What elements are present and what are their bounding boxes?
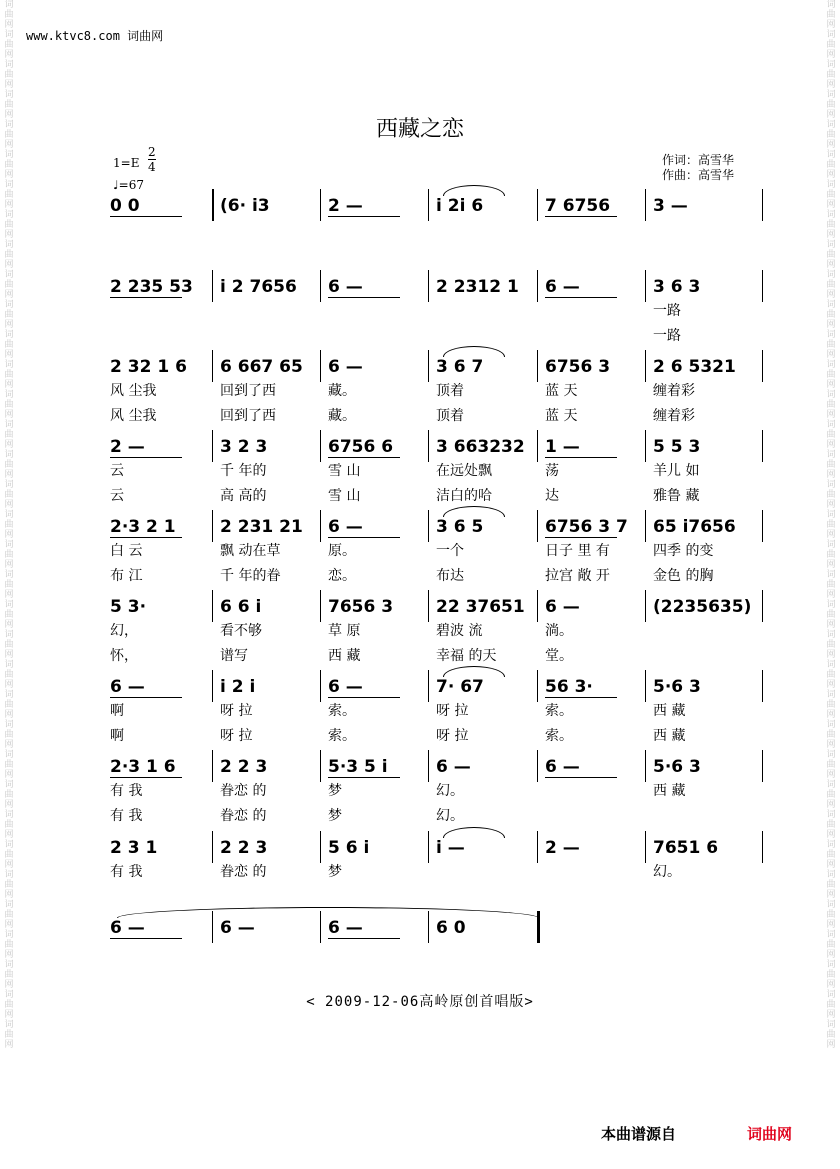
rhythm-underline [328, 297, 400, 300]
bar-line [428, 350, 429, 382]
slur [443, 666, 505, 677]
lyric-text: 幻。 [653, 864, 681, 880]
measure-notes: 0 0 [110, 196, 140, 216]
lyric-text: 碧波 流 [436, 623, 483, 639]
bar-line [762, 189, 763, 221]
lyric-text: 风 尘我 [110, 383, 157, 399]
lyric-text: 幻。 [436, 808, 464, 824]
measure-notes: i 2i 6 [436, 196, 484, 216]
measure-notes: 2 231 21 [220, 517, 303, 537]
lyric-text: 草 原 [328, 623, 361, 639]
bar-line [762, 750, 763, 782]
bar-line [320, 590, 321, 622]
lyric-text: 谱写 [220, 648, 248, 664]
rhythm-underline [545, 777, 617, 780]
bar-line [537, 350, 538, 382]
lyric-text: 索。 [328, 703, 356, 719]
lyric-text: 索。 [545, 703, 573, 719]
rhythm-underline [110, 938, 182, 941]
bar-line [212, 590, 213, 622]
lyric-text: 索。 [545, 728, 573, 744]
watermark-right: 词曲网词曲网词曲网词曲网词曲网词曲网词曲网词曲网词曲网词曲网词曲网词曲网词曲网词曲网词曲网词曲网词曲网词曲网词曲网词曲网词曲网词曲网词曲网词曲网词曲网词曲网词曲网词曲网词曲网词曲网词曲网词曲网词曲网词曲网词曲网 [826, 0, 836, 1050]
measure-notes: 7651 6 [653, 838, 719, 858]
bar-line [320, 430, 321, 462]
lyric-text: 幻。 [436, 783, 464, 799]
bar-line [212, 670, 213, 702]
rhythm-underline [545, 216, 617, 219]
measure-notes: 2·3 2 1 [110, 517, 176, 537]
measure-notes: 6 0 [436, 918, 466, 938]
bar-line [428, 750, 429, 782]
bar-line [537, 270, 538, 302]
bar-line [537, 590, 538, 622]
lyric-text: 幸福 的天 [436, 648, 497, 664]
lyric-text: 千 年的 [220, 463, 267, 479]
time-top: 2 [148, 145, 156, 159]
measure-notes: 6756 3 [545, 357, 611, 377]
lyric-text: 在远处飘 [436, 463, 492, 479]
lyric-text: 金色 的胸 [653, 568, 714, 584]
rhythm-underline [110, 777, 182, 780]
source-label: 本曲谱源自 [601, 1125, 677, 1143]
lyric-text: 啊 [110, 703, 124, 719]
lyric-text: 回到了西 [220, 383, 276, 399]
bar-line [645, 670, 646, 702]
lyricist: 作词：高雪华 [662, 153, 735, 167]
lyric-text: 布达 [436, 568, 464, 584]
measure-notes: 2 3 1 [110, 838, 158, 858]
lyric-text: 怀， [110, 648, 138, 664]
lyric-text: 布 江 [110, 568, 143, 584]
rhythm-underline [328, 216, 400, 219]
lyric-text: 羊儿 如 [653, 463, 700, 479]
lyric-text: 藏。 [328, 383, 356, 399]
lyric-text: 索。 [328, 728, 356, 744]
lyric-text: 恋。 [328, 568, 356, 584]
lyric-text: 缠着彩 [653, 408, 695, 424]
bar-line [212, 270, 213, 302]
lyric-text: 白 云 [110, 543, 143, 559]
measure-notes: 6 — [328, 517, 363, 537]
measure-notes: 5·3 5 i [328, 757, 388, 777]
site-url: www.ktvc8.com 词曲网 [26, 29, 164, 43]
bar-line [212, 430, 213, 462]
measure-notes: 6 — [110, 677, 145, 697]
measure-notes: i 2 7656 [220, 277, 297, 297]
bar-line [645, 831, 646, 863]
lyric-text: 一个 [436, 543, 464, 559]
lyric-text: 云 [110, 488, 124, 504]
bar-line [428, 831, 429, 863]
bar-line [762, 510, 763, 542]
lyric-text: 回到了西 [220, 408, 276, 424]
bar-line [320, 750, 321, 782]
measure-notes: 7· 67 [436, 677, 484, 697]
rhythm-underline [110, 297, 182, 300]
bar-line [645, 350, 646, 382]
bar-line [645, 189, 646, 221]
slur [443, 506, 505, 517]
bar-line [212, 189, 214, 221]
measure-notes: (2235635) [653, 597, 752, 617]
lyric-text: 顶着 [436, 383, 464, 399]
lyric-text: 呀 拉 [220, 728, 253, 744]
lyric-text: 雪 山 [328, 463, 361, 479]
rhythm-underline [328, 938, 400, 941]
rhythm-underline [545, 537, 617, 540]
bar-line [320, 189, 321, 221]
bar-line [428, 430, 429, 462]
lyric-text: 有 我 [110, 783, 143, 799]
measure-notes: 2 2 3 [220, 757, 268, 777]
lyric-text: 西 藏 [653, 728, 686, 744]
measure-notes: 5·6 3 [653, 757, 701, 777]
lyric-text: 云 [110, 463, 124, 479]
rhythm-underline [110, 457, 182, 460]
measure-notes: 6 — [328, 277, 363, 297]
lyric-text: 雪 山 [328, 488, 361, 504]
source-site: 词曲网 [747, 1125, 793, 1143]
bar-line [428, 189, 429, 221]
bar-line [537, 670, 538, 702]
measure-notes: 2 — [545, 838, 580, 858]
lyric-text: 原。 [328, 543, 356, 559]
measure-notes: 6 — [110, 918, 145, 938]
lyric-text: 缠着彩 [653, 383, 695, 399]
measure-notes: 6 — [328, 357, 363, 377]
slur [443, 827, 505, 838]
measure-notes: 6 — [545, 757, 580, 777]
lyric-text: 啊 [110, 728, 124, 744]
lyric-text: 呀 拉 [436, 703, 469, 719]
measure-notes: 3 663232 [436, 437, 525, 457]
key-signature: 1=E [113, 156, 140, 170]
rhythm-underline [328, 537, 400, 540]
measure-notes: 6 6 i [220, 597, 262, 617]
lyric-text: 高 高的 [220, 488, 267, 504]
bar-line [645, 430, 646, 462]
time-bottom: 4 [148, 160, 156, 174]
lyric-text: 西 藏 [653, 703, 686, 719]
bar-line [320, 510, 321, 542]
bar-line [428, 590, 429, 622]
measure-notes: 3 6 5 [436, 517, 484, 537]
lyric-text: 有 我 [110, 808, 143, 824]
lyric-text: 呀 拉 [436, 728, 469, 744]
measure-notes: 6756 6 [328, 437, 394, 457]
bar-line [537, 750, 538, 782]
lyric-text: 藏。 [328, 408, 356, 424]
rhythm-underline [110, 537, 182, 540]
lyric-text: 有 我 [110, 864, 143, 880]
measure-notes: 6756 3 7 [545, 517, 628, 537]
rhythm-underline [110, 697, 182, 700]
time-signature [148, 145, 156, 174]
tempo-mark: ♩=67 [113, 178, 144, 192]
bar-line [320, 270, 321, 302]
measure-notes: 65 i7656 [653, 517, 736, 537]
measure-notes: 3 — [653, 196, 688, 216]
measure-notes: 22 37651 [436, 597, 525, 617]
measure-notes: 6 — [545, 597, 580, 617]
measure-notes: 3 6 7 [436, 357, 484, 377]
lyric-text: 荡 [545, 463, 559, 479]
measure-notes: 5·6 3 [653, 677, 701, 697]
lyric-text: 拉宫 敞 开 [545, 568, 610, 584]
measure-notes: 2 6 5321 [653, 357, 736, 377]
bar-line [762, 831, 763, 863]
rhythm-underline [545, 457, 617, 460]
measure-notes: i — [436, 838, 465, 858]
lyric-text: 看不够 [220, 623, 262, 639]
bar-line [320, 350, 321, 382]
lyric-text: 飘 动在草 [220, 543, 281, 559]
measure-notes: 7 6756 [545, 196, 611, 216]
lyric-text: 顶着 [436, 408, 464, 424]
measure-notes: i 2 i [220, 677, 256, 697]
edition-note: < 2009-12-06高岭原创首唱版> [306, 994, 534, 1010]
bar-line [762, 430, 763, 462]
lyric-text: 蓝 天 [545, 408, 578, 424]
measure-notes: 3 6 3 [653, 277, 701, 297]
bar-line [428, 510, 429, 542]
bar-line [762, 270, 763, 302]
bar-line [537, 831, 538, 863]
bar-line [645, 270, 646, 302]
lyric-text: 梦 [328, 864, 342, 880]
lyric-text: 蓝 天 [545, 383, 578, 399]
bar-line [762, 590, 763, 622]
song-title: 西藏之恋 [375, 117, 464, 142]
lyric-text: 西 藏 [653, 783, 686, 799]
lyric-text: 达 [545, 488, 559, 504]
rhythm-underline [328, 777, 400, 780]
rhythm-underline [545, 297, 617, 300]
lyric-text: 梦 [328, 808, 342, 824]
measure-notes: 3 2 3 [220, 437, 268, 457]
slur [443, 346, 505, 357]
lyric-text: 西 藏 [328, 648, 361, 664]
measure-notes: 2 2312 1 [436, 277, 519, 297]
measure-notes: 2 32 1 6 [110, 357, 187, 377]
measure-notes: 1 — [545, 437, 580, 457]
bar-line [428, 670, 429, 702]
measure-notes: 6 — [220, 918, 255, 938]
measure-notes: 6 — [328, 918, 363, 938]
bar-line [645, 750, 646, 782]
measure-notes: 6 — [328, 677, 363, 697]
lyric-text: 一路 [653, 303, 681, 319]
bar-line [212, 350, 213, 382]
bar-line [537, 189, 538, 221]
measure-notes: 2 — [110, 437, 145, 457]
measure-notes: 2 235 53 [110, 277, 193, 297]
measure-notes: (6· i3 [220, 196, 270, 216]
measure-notes: 2 2 3 [220, 838, 268, 858]
lyric-text: 梦 [328, 783, 342, 799]
rhythm-underline [328, 457, 400, 460]
lyric-text: 千 年的眷 [220, 568, 281, 584]
rhythm-underline [328, 697, 400, 700]
lyric-text: 幻， [110, 623, 138, 639]
lyric-text: 淌。 [545, 623, 573, 639]
bar-line [320, 831, 321, 863]
bar-line [212, 750, 213, 782]
bar-line [537, 430, 538, 462]
credits [662, 153, 734, 183]
measure-notes: 7656 3 [328, 597, 394, 617]
measure-notes: 5 6 i [328, 838, 370, 858]
watermark-left: 词曲网词曲网词曲网词曲网词曲网词曲网词曲网词曲网词曲网词曲网词曲网词曲网词曲网词曲网词曲网词曲网词曲网词曲网词曲网词曲网词曲网词曲网词曲网词曲网词曲网词曲网词曲网词曲网词曲网词曲网词曲网词曲网词曲网词曲网词曲网 [4, 0, 14, 1050]
lyric-text: 日子 里 有 [545, 543, 610, 559]
slur [117, 907, 539, 918]
bar-line [320, 670, 321, 702]
measure-notes: 6 667 65 [220, 357, 303, 377]
bar-line [762, 350, 763, 382]
measure-notes: 6 — [436, 757, 471, 777]
lyric-text: 眷恋 的 [220, 864, 267, 880]
rhythm-underline [110, 216, 182, 219]
bar-line [428, 270, 429, 302]
bar-line [212, 831, 213, 863]
measure-notes: 56 3· [545, 677, 593, 697]
bar-line [537, 510, 538, 542]
bar-line [645, 510, 646, 542]
lyric-text: 雅鲁 藏 [653, 488, 700, 504]
lyric-text: 堂。 [545, 648, 573, 664]
lyric-text: 眷恋 的 [220, 783, 267, 799]
measure-notes: 6 — [545, 277, 580, 297]
slur [443, 185, 505, 196]
lyric-text: 眷恋 的 [220, 808, 267, 824]
composer: 作曲：高雪华 [662, 168, 735, 182]
lyric-text: 洁白的哈 [436, 488, 492, 504]
lyric-text: 一路 [653, 328, 681, 344]
lyric-text: 四季 的变 [653, 543, 714, 559]
bar-line [212, 510, 213, 542]
rhythm-underline [545, 697, 617, 700]
measure-notes: 5 5 3 [653, 437, 701, 457]
bar-line [645, 590, 646, 622]
lyric-text: 风 尘我 [110, 408, 157, 424]
measure-notes: 2 — [328, 196, 363, 216]
measure-notes: 5 3· [110, 597, 147, 617]
measure-notes: 2·3 1 6 [110, 757, 176, 777]
lyric-text: 呀 拉 [220, 703, 253, 719]
bar-line [762, 670, 763, 702]
